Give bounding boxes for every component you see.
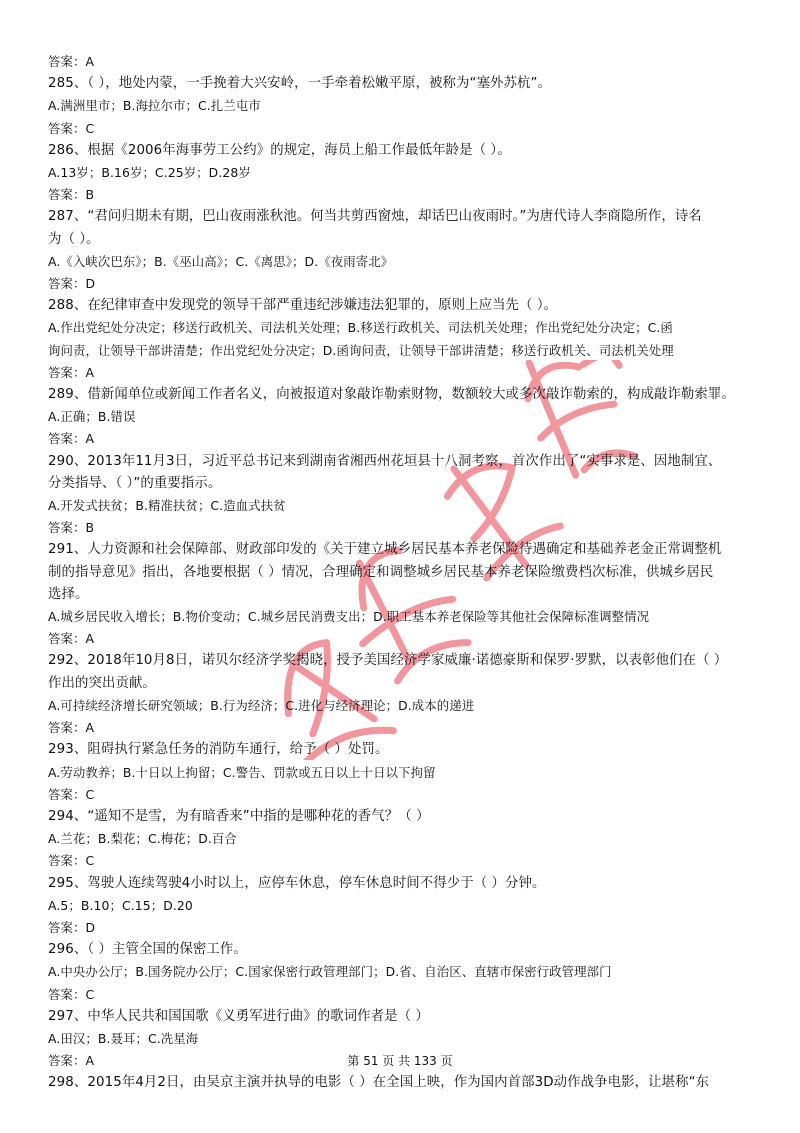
question-line: 291、人力资源和社会保障部、财政部印发的《关于建立城乡居民基本养老保险待遇确定和基础养老金正常调整机 (48, 542, 722, 558)
question-line: 287、“君问归期未有期，巴山夜雨涨秋池。何当共剪西窗烛，却话巴山夜雨时。”为唐代诗人李商隐所作，诗名 (48, 209, 702, 225)
question-line: 294、“遥知不是雪，为有暗香来”中指的是哪种花的香气？（ ） (48, 808, 430, 824)
question-line: 286、根据《2006年海事劳工公约》的规定，海员上船工作最低年龄是（ ）。 (48, 142, 511, 158)
question-line: 分类指导、（ ）”的重要指示。 (48, 475, 222, 491)
options-line: A.5；B.10；C.15；D.20 (48, 897, 193, 913)
answer-line: 答案：C (48, 986, 95, 1002)
answer-line: 答案：C (48, 120, 95, 136)
options-line: A.《入峡次巴东》；B.《巫山高》；C.《离思》；D.《夜雨寄北》 (48, 253, 394, 269)
question-line: 296、（ ）主管全国的保密工作。 (48, 942, 247, 958)
question-line: 295、驾驶人连续驾驶4小时以上，应停车休息，停车休息时间不得少于（ ）分钟。 (48, 875, 546, 891)
question-line: 选择。 (48, 586, 89, 602)
question-line: 285、（ ），地处内蒙，一手挽着大兴安岭，一手牵着松嫩平原，被称为“塞外苏杭”。 (48, 76, 552, 92)
answer-line: 答案：A (48, 631, 95, 647)
question-line: 289、借新闻单位或新闻工作者名义，向被报道对象敲诈勒索财物，数额较大或多次敲诈勒索的，构成敲诈勒索罪。 (48, 387, 735, 403)
question-line: 293、阻碍执行紧急任务的消防车通行，给予（ ）处罚。 (48, 742, 389, 758)
options-line: A.满洲里市；B.海拉尔市；C.扎兰屯市 (48, 98, 261, 114)
answer-line: 答案：A (48, 364, 95, 380)
options-line: A.开发式扶贫；B.精准扶贫；C.造血式扶贫 (48, 498, 286, 514)
options-line: A.可持续经济增长研究领域；B.行为经济；C.进化与经济理论；D.成本的递进 (48, 697, 475, 713)
question-line: 292、2018年10月8日，诺贝尔经济学奖揭晓，授予美国经济学家威廉·诺德豪斯和保罗·罗默，以表彰他们在（ ） (48, 653, 728, 669)
options-line: 询问责，让领导干部讲清楚；作出党纪处分决定；D.函询问责，让领导干部讲清楚；移送行政机关、司法机关处理 (48, 342, 674, 358)
answer-line: 答案：A (48, 54, 95, 69)
options-line: A.中央办公厅；B.国务院办公厅；C.国家保密行政管理部门；D.省、自治区、直辖市保密行政管理部门 (48, 964, 612, 980)
options-line: A.劳动教养；B.十日以上拘留；C.警告、罚款或五日以上十日以下拘留 (48, 764, 436, 780)
question-line: 298、2015年4月2日，由吴京主演并执导的电影（ ）在全国上映，作为国内首部3D动作战争电影，让堪称“东 (48, 1075, 710, 1091)
question-line: 290、2013年11月3日，习近平总书记来到湖南省湘西州花垣县十八洞考察，首次作出了“实事求是、因地制宜、 (48, 453, 722, 469)
question-line: 为（ ）。 (48, 231, 100, 247)
options-line: A.作出党纪处分决定；移送行政机关、司法机关处理；B.移送行政机关、司法机关处理；作出党纪处分决定；C.函 (48, 320, 673, 336)
options-line: A.13岁；B.16岁；C.25岁；D.28岁 (48, 165, 251, 181)
answer-line: 答案：C (48, 786, 95, 802)
options-line: A.正确；B.错误 (48, 409, 136, 425)
options-line: A.兰花；B.梨花；C.梅花；D.百合 (48, 831, 237, 847)
answer-line: 答案：B (48, 187, 95, 203)
answer-line: 答案：D (48, 919, 96, 935)
question-line: 297、中华人民共和国国歌《义勇军进行曲》的歌词作者是（ ） (48, 1008, 429, 1024)
answer-line: 答案：B (48, 520, 95, 536)
question-line: 作出的突出贡献。 (48, 675, 156, 691)
question-list (48, 51, 760, 1095)
options-line: A.田汉；B.聂耳；C.冼星海 (48, 1030, 199, 1046)
answer-line: 答案：A (48, 1053, 95, 1069)
answer-line: 答案：A (48, 431, 95, 447)
page-footer: 第 51 页 共 133 页 (347, 1054, 453, 1068)
question-line: 288、在纪律审查中发现党的领导干部严重违纪涉嫌违法犯罪的，原则上应当先（ ）。 (48, 298, 558, 314)
answer-line: 答案：A (48, 720, 95, 736)
answer-line: 答案：C (48, 853, 95, 869)
options-line: A.城乡居民收入增长；B.物价变动；C.城乡居民消费支出；D.职工基本养老保险等其他社会保障标准调整情况 (48, 609, 650, 625)
answer-line: 答案：D (48, 276, 96, 292)
question-line: 制的指导意见》指出，各地要根据（ ）情况，合理确定和调整城乡居民基本养老保险缴费档次标准，供城乡居民 (48, 564, 714, 580)
